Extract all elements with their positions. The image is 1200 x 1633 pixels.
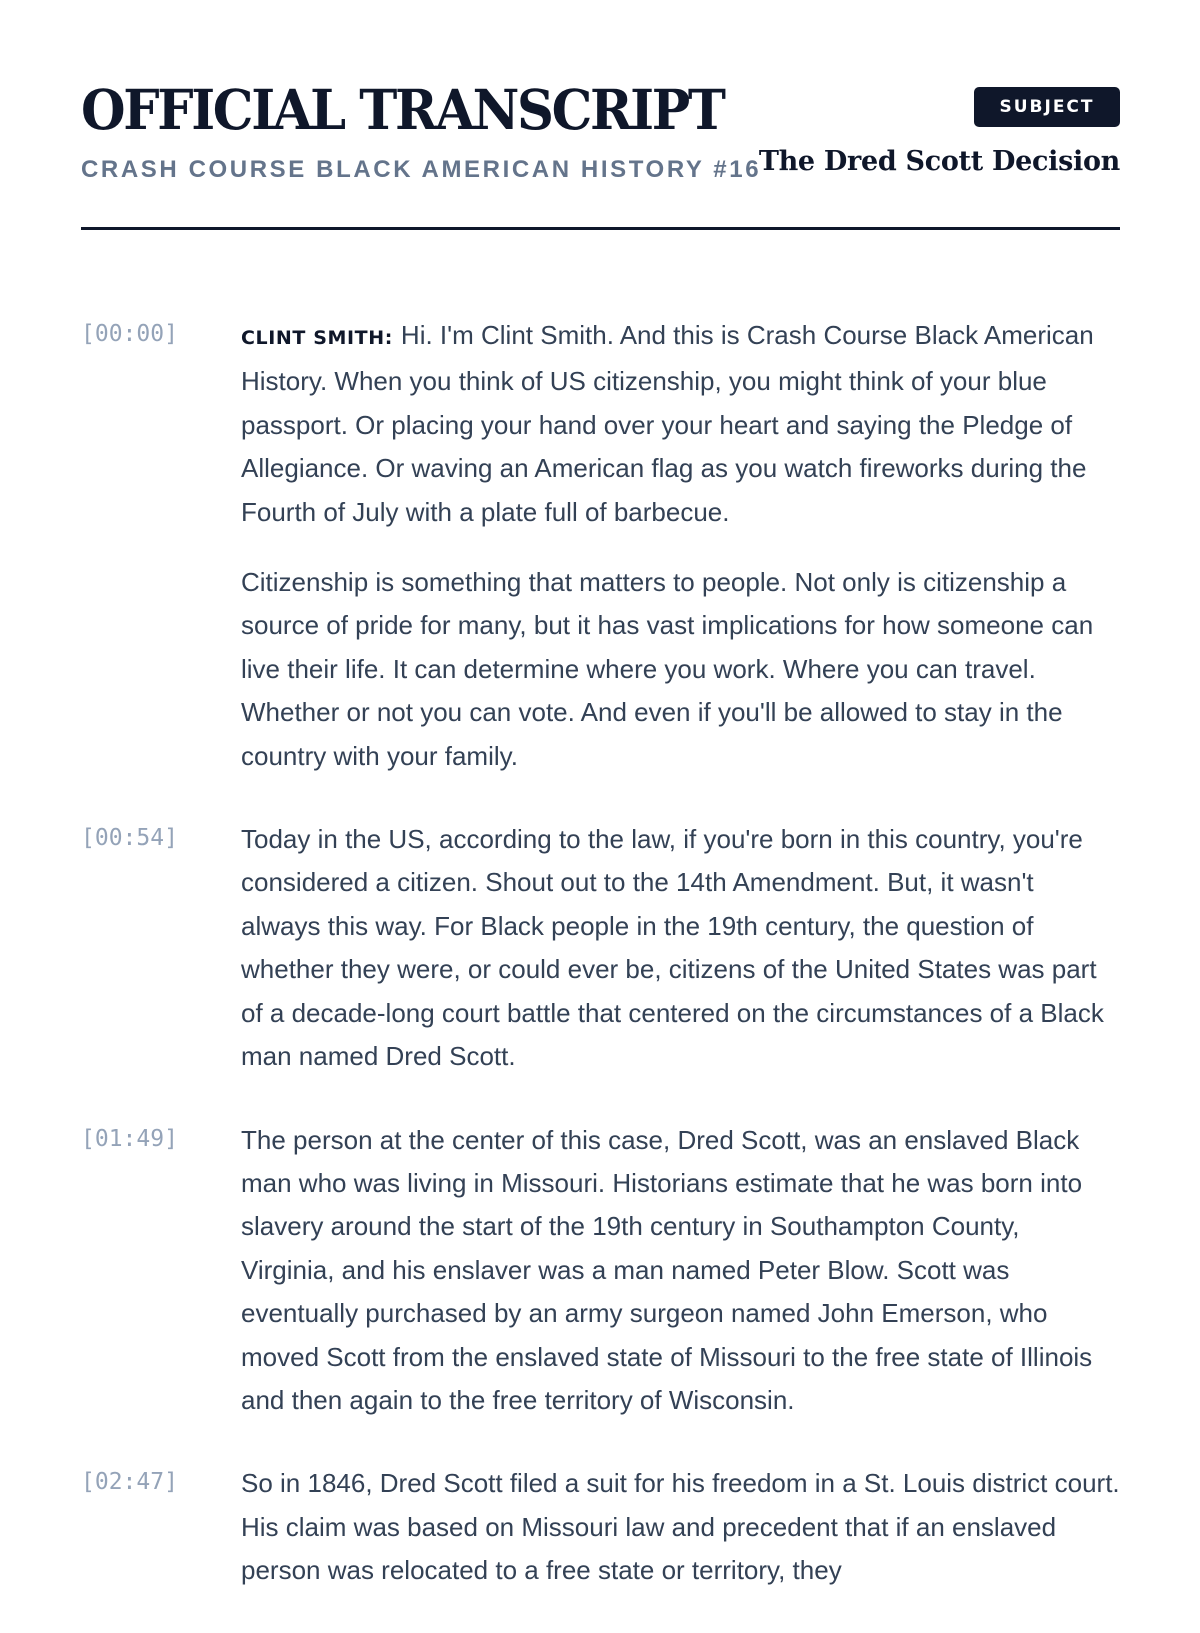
transcript-page: [81, 0, 1120, 1586]
timestamp[interactable]: [00:00]: [81, 321, 178, 347]
transcript-paragraph: Citizenship is something that matters to people. Not only is citizenship a source of pride for many, but it has vast implications for how someone can live their life. It can determine where you work. Where you can travel. Whether or not you can vote. And even if you'll be allowed to stay in the country with your family.: [241, 567, 1094, 771]
transcript-paragraph: The person at the center of this case, Dred Scott, was an enslaved Black man who was living in Missouri. Historians estimate that he was born into slavery around the start of the 19th century in Southampton County, Virginia, and his enslaver was a man named Peter Blow. Scott was eventually purchased by an army surgeon named John Emerson, who moved Scott from the enslaved state of Missouri to the free state of Illinois and then again to the free territory of Wisconsin.: [241, 1124, 1093, 1415]
header-divider: [81, 227, 1120, 230]
header: [81, 0, 1120, 230]
series-subtitle: CRASH COURSE BLACK AMERICAN HISTORY #16: [81, 156, 762, 183]
transcript-entry: [81, 314, 1120, 778]
transcript-entry: [81, 818, 1120, 1078]
transcript-entry: [81, 1119, 1120, 1423]
timestamp[interactable]: [02:47]: [81, 1469, 178, 1496]
entry-text: [241, 1462, 1120, 1592]
subject-badge: SUBJECT: [974, 87, 1120, 127]
transcript-body: [81, 314, 1120, 1633]
transcript-entry: [81, 1462, 1120, 1592]
subject-title: The Dred Scott Decision: [758, 146, 1120, 177]
transcript-paragraph: Today in the US, according to the law, if you're born in this country, you're considered a citizen. Shout out to the 14th Amendment. But, it wasn't always this way. For Black people in the 19th century, the question of whether they were, or could ever be, citizens of the United States was part of a decade-long court battle that centered on the circumstances of a Black man named Dred Scott.: [241, 824, 1104, 1072]
paragraph-text: Hi. I'm Clint Smith. And this is Crash Course Black American History. When you think of US citizenship, you might think of your blue passport. Or placing your hand over your heart and saying the Pledge of Allegiance. Or waving an American flag as you watch fireworks during the Fourth of July with a plate full of barbecue.: [241, 320, 1094, 527]
transcript-paragraph: So in 1846, Dred Scott filed a suit for his freedom in a St. Louis district court. His claim was based on Missouri law and precedent that if an enslaved person was relocated to a free state or territory, they: [241, 1468, 1120, 1586]
page-title: OFFICIAL TRANSCRIPT: [81, 77, 724, 142]
entry-text: [241, 314, 1120, 778]
timestamp[interactable]: [00:54]: [81, 825, 178, 852]
speaker-label: CLINT SMITH:: [241, 327, 393, 349]
entry-text: [241, 818, 1120, 1078]
transcript-paragraph: [241, 314, 1120, 534]
timestamp[interactable]: [01:49]: [81, 1125, 178, 1152]
entry-text: [241, 1119, 1120, 1423]
